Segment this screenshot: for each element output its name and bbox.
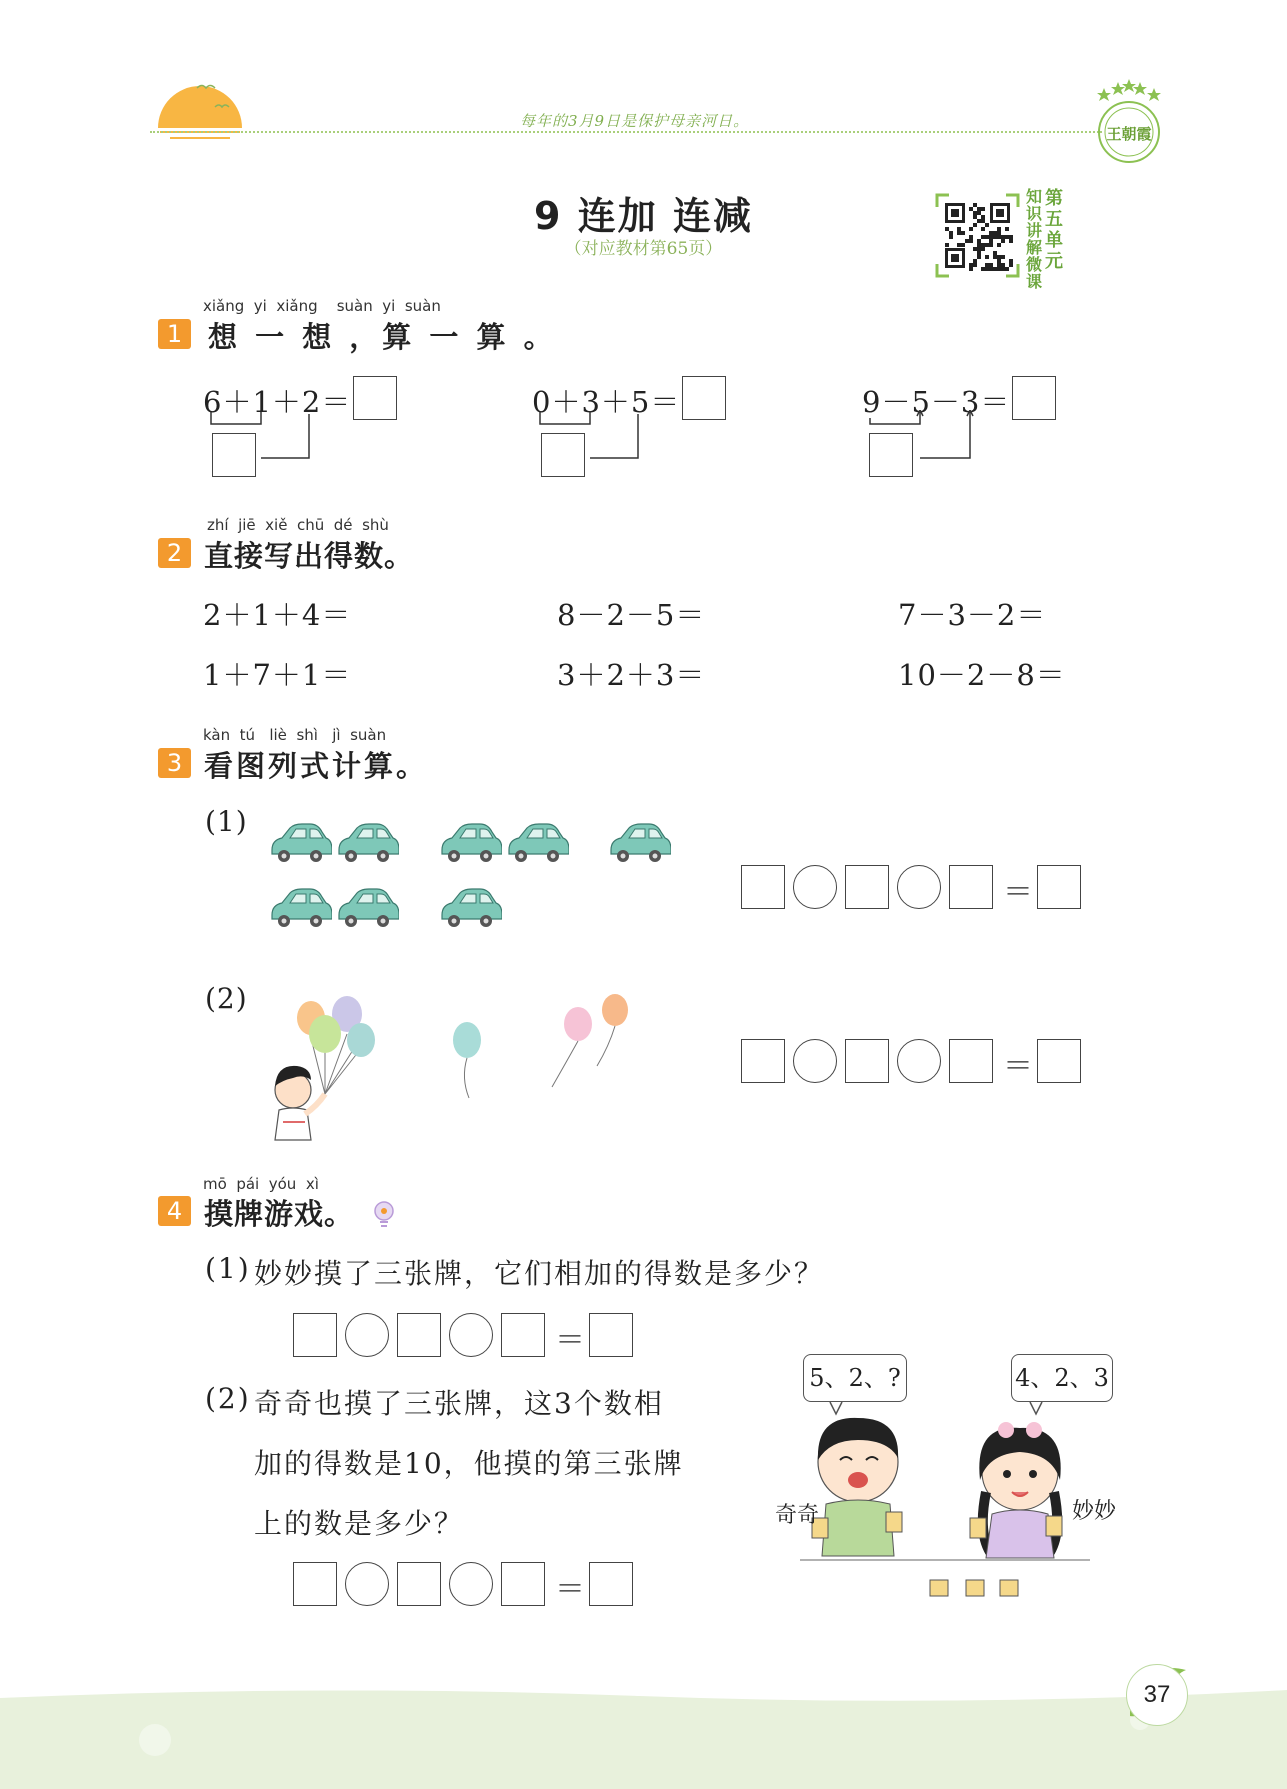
- qr-code-icon[interactable]: [935, 193, 1020, 278]
- brand-name: 王朝霞: [1106, 125, 1152, 143]
- section1-title: 想 一 想 ，算 一 算 。: [208, 320, 557, 354]
- answer-box[interactable]: [397, 1313, 441, 1357]
- s4-q1-text: 妙妙摸了三张牌，它们相加的得数是多少？: [254, 1257, 825, 1290]
- s2-problem: 2＋1＋4＝: [203, 598, 352, 632]
- balloon-icon: [453, 1022, 481, 1058]
- s4-q2-line2: 加的得数是10，他摸的第三张牌: [254, 1447, 684, 1480]
- qr-caption-col2: 第五单元: [1045, 188, 1063, 272]
- s4-q1-label: (1): [205, 1252, 251, 1285]
- answer-box[interactable]: [293, 1313, 337, 1357]
- answer-box[interactable]: [845, 1039, 889, 1083]
- operator-circle[interactable]: [897, 1039, 941, 1083]
- s4-q2-label: (2): [205, 1382, 251, 1415]
- footer-band: [0, 1680, 1287, 1789]
- section4-title: 摸牌游戏。: [204, 1197, 355, 1231]
- s4-q2-line3: 上的数是多少？: [254, 1507, 465, 1540]
- s1-problem-3: 9－5－3＝: [862, 385, 1011, 419]
- s3-item2-label: (2): [205, 982, 248, 1015]
- answer-box[interactable]: [741, 1039, 785, 1083]
- boy-icon: [812, 1418, 902, 1556]
- boy-icon: [275, 1066, 325, 1140]
- balloon-icon: [309, 1015, 341, 1053]
- balloon-icon: [602, 994, 628, 1026]
- answer-box[interactable]: [589, 1313, 633, 1357]
- operator-circle[interactable]: [897, 865, 941, 909]
- qr-caption-micro-lesson: [1025, 188, 1043, 290]
- header-motto: 每年的3月9日是保护母亲河日。: [520, 112, 750, 130]
- section2-number: 2: [158, 538, 191, 568]
- s2-problem: 10－2－8＝: [898, 658, 1066, 692]
- answer-box[interactable]: [293, 1562, 337, 1606]
- s4-q2-line1: 奇奇也摸了三张牌，这3个数相: [254, 1387, 664, 1420]
- section1-number: 1: [158, 319, 191, 349]
- equals-sign: ＝: [1003, 875, 1033, 910]
- section3-pinyin: kàn tú liè shì jì suàn: [203, 726, 387, 744]
- car-icon: [268, 885, 332, 933]
- hint-bulb-icon[interactable]: [372, 1200, 396, 1228]
- operator-circle[interactable]: [345, 1562, 389, 1606]
- section4-number: 4: [158, 1196, 191, 1226]
- section3-title: 看图列式计算。: [204, 749, 429, 783]
- balloon-icon: [564, 1007, 592, 1041]
- section1-pinyin: xiǎng yi xiǎng suàn yi suàn: [203, 297, 441, 315]
- answer-box[interactable]: [397, 1562, 441, 1606]
- boy-name-label: 奇奇: [775, 1503, 820, 1528]
- balloon-illustration: [255, 990, 655, 1150]
- s2-problem: 3＋2＋3＝: [557, 658, 706, 692]
- car-icon: [268, 820, 332, 868]
- girl-name-label: 妙妙: [1072, 1499, 1117, 1524]
- equals-sign: ＝: [555, 1572, 585, 1607]
- operator-circle[interactable]: [449, 1562, 493, 1606]
- s1-answer-box-3[interactable]: [1012, 376, 1056, 420]
- car-icon: [505, 820, 569, 868]
- answer-box[interactable]: [501, 1562, 545, 1606]
- s1-problem-2: 0＋3＋5＝: [532, 385, 681, 419]
- s2-problem: 8－2－5＝: [557, 598, 706, 632]
- equals-sign: ＝: [1003, 1049, 1033, 1084]
- s2-problem: 7－3－2＝: [898, 598, 1047, 632]
- s3-item1-label: (1): [205, 805, 248, 838]
- balloon-icon: [347, 1023, 375, 1057]
- s1-step-box-1[interactable]: [212, 433, 256, 477]
- answer-box[interactable]: [1037, 865, 1081, 909]
- s1-problem-1: 6＋1＋2＝: [203, 385, 352, 419]
- answer-box[interactable]: [589, 1562, 633, 1606]
- s1-answer-box-1[interactable]: [353, 376, 397, 420]
- answer-box[interactable]: [1037, 1039, 1081, 1083]
- s2-problem: 1＋7＋1＝: [203, 658, 352, 692]
- section2-pinyin: zhí jiē xiě chū dé shù: [207, 516, 389, 534]
- s1-step-box-3[interactable]: [869, 433, 913, 477]
- answer-box[interactable]: [741, 865, 785, 909]
- page-number: [1126, 1664, 1188, 1726]
- answer-box[interactable]: [501, 1313, 545, 1357]
- answer-box[interactable]: [845, 865, 889, 909]
- header-divider: [150, 131, 1102, 133]
- boy-speech-bubble: 5、2、?: [803, 1354, 907, 1402]
- car-icon: [438, 885, 502, 933]
- car-icon: [438, 820, 502, 868]
- section2-title: 直接写出得数。: [204, 539, 415, 573]
- s1-answer-box-2[interactable]: [682, 376, 726, 420]
- kids-illustration: [790, 1400, 1100, 1600]
- s1-step-box-2[interactable]: [541, 433, 585, 477]
- equals-sign: ＝: [555, 1323, 585, 1358]
- operator-circle[interactable]: [449, 1313, 493, 1357]
- answer-box[interactable]: [949, 865, 993, 909]
- operator-circle[interactable]: [345, 1313, 389, 1357]
- operator-circle[interactable]: [793, 865, 837, 909]
- section3-number: 3: [158, 748, 191, 778]
- girl-speech-bubble: 4、2、3: [1011, 1354, 1113, 1402]
- qr-caption-unit: [1045, 188, 1063, 272]
- operator-circle[interactable]: [793, 1039, 837, 1083]
- bird-icon: [195, 82, 235, 112]
- qr-caption-col1: 知识讲解微课: [1025, 187, 1042, 291]
- answer-box[interactable]: [949, 1039, 993, 1083]
- page-number-text: 37: [1143, 1681, 1171, 1708]
- girl-icon: [970, 1422, 1062, 1558]
- car-icon: [335, 885, 399, 933]
- car-icon: [607, 820, 671, 868]
- car-icon: [335, 820, 399, 868]
- section4-pinyin: mō pái yóu xì: [203, 1175, 319, 1193]
- brand-badge-icon: [1088, 76, 1170, 168]
- page-subtitle: （对应教材第65页）: [564, 239, 723, 259]
- page-title: 9 连加 连减: [534, 194, 753, 238]
